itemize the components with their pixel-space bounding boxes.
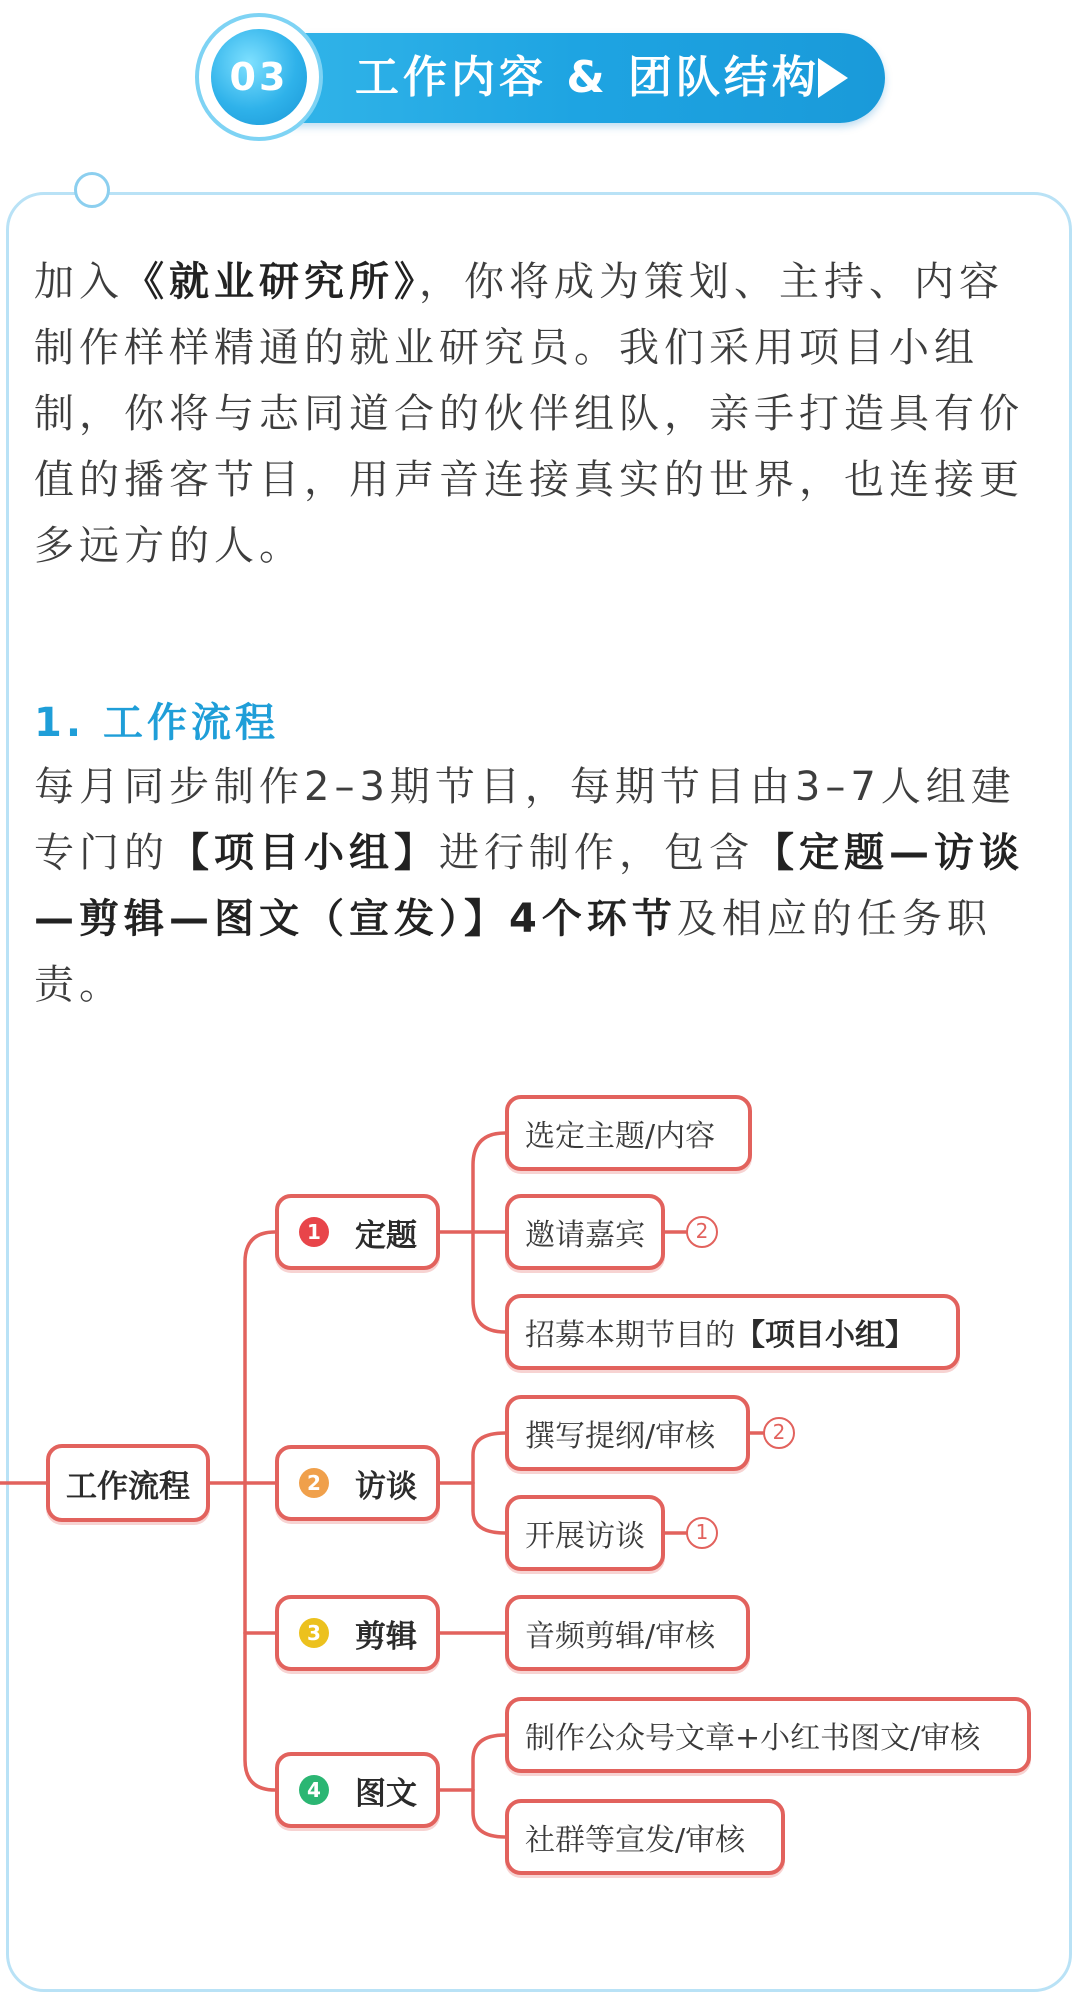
step-2-badge: 2 [299, 1468, 329, 1498]
leaf-label: 选定主题/内容 [525, 1119, 716, 1154]
step-4-badge: 4 [299, 1775, 329, 1805]
card-decoration-dot [74, 172, 110, 208]
project-group-label: 【项目小组】 [169, 830, 439, 876]
branch-interview [275, 1445, 440, 1521]
leaf-choose-topic [505, 1095, 752, 1171]
branch-topic [275, 1194, 440, 1270]
rank-badge: 2 [686, 1216, 718, 1248]
workflow-heading: 1. 工作流程 [34, 700, 279, 746]
section-number: 03 [211, 29, 307, 125]
leaf-label: 社群等宣发/审核 [525, 1823, 746, 1858]
rank-badge: 2 [763, 1417, 795, 1449]
step-1-badge: 1 [299, 1217, 329, 1247]
leaf-label: 撰写提纲/审核 [525, 1419, 716, 1454]
leaf-recruit-team [505, 1294, 960, 1370]
intro-paragraph [34, 249, 1044, 579]
workflow-text-2: 进行制作，包含 [439, 830, 754, 876]
leaf-label: 制作公众号文章+小红书图文/审核 [525, 1721, 981, 1756]
leaf-label: 音频剪辑/审核 [525, 1619, 716, 1654]
workflow-paragraph [34, 754, 1044, 1018]
leaf-label-bold: 【项目小组】 [735, 1318, 915, 1353]
leaf-label: 邀请嘉宾 [525, 1218, 645, 1253]
leaf-label: 开展访谈 [525, 1519, 645, 1554]
leaf-make-articles [505, 1697, 1031, 1773]
workflow-text-3: 及相应的任务职责。 [34, 896, 992, 1008]
root-label: 工作流程 [66, 1468, 190, 1505]
mindmap-root [46, 1444, 210, 1522]
leaf-invite-guests [505, 1194, 665, 1270]
program-name: 《就业研究所》 [124, 259, 419, 305]
branch-label: 访谈 [355, 1468, 417, 1505]
workflow-text-1: 每月同步制作2–3期节目，每期节目由3–7人组建专门的 [34, 764, 1016, 876]
leaf-community-promo [505, 1799, 785, 1875]
branch-graphics [275, 1752, 440, 1828]
branch-label: 剪辑 [355, 1618, 417, 1655]
leaf-audio-editing [505, 1595, 750, 1671]
step-3-badge: 3 [299, 1618, 329, 1648]
section-title: 工作内容 & 团队结构 [355, 52, 821, 103]
branch-editing [275, 1595, 440, 1671]
intro-text-start: 加入 [34, 259, 124, 305]
rank-badge: 1 [686, 1517, 718, 1549]
play-triangle-icon [818, 58, 848, 98]
leaf-write-outline [505, 1395, 750, 1471]
branch-label: 图文 [355, 1775, 417, 1812]
leaf-conduct-interview [505, 1495, 665, 1571]
intro-text-rest: ，你将成为策划、主持、内容制作样样精通的就业研究员。我们采用项目小组制，你将与志同道合的伙伴组队，亲手打造具有价值的播客节目，用声音连接真实的世界，也连接更多远方的人。 [34, 259, 1024, 569]
leaf-label: 招募本期节目的 [525, 1318, 735, 1353]
branch-label: 定题 [355, 1217, 417, 1254]
workflow-stages-label: 【定题—访谈—剪辑—图文（宣发）】4个环节 [34, 830, 1024, 942]
workflow-mindmap [0, 1070, 1080, 1890]
